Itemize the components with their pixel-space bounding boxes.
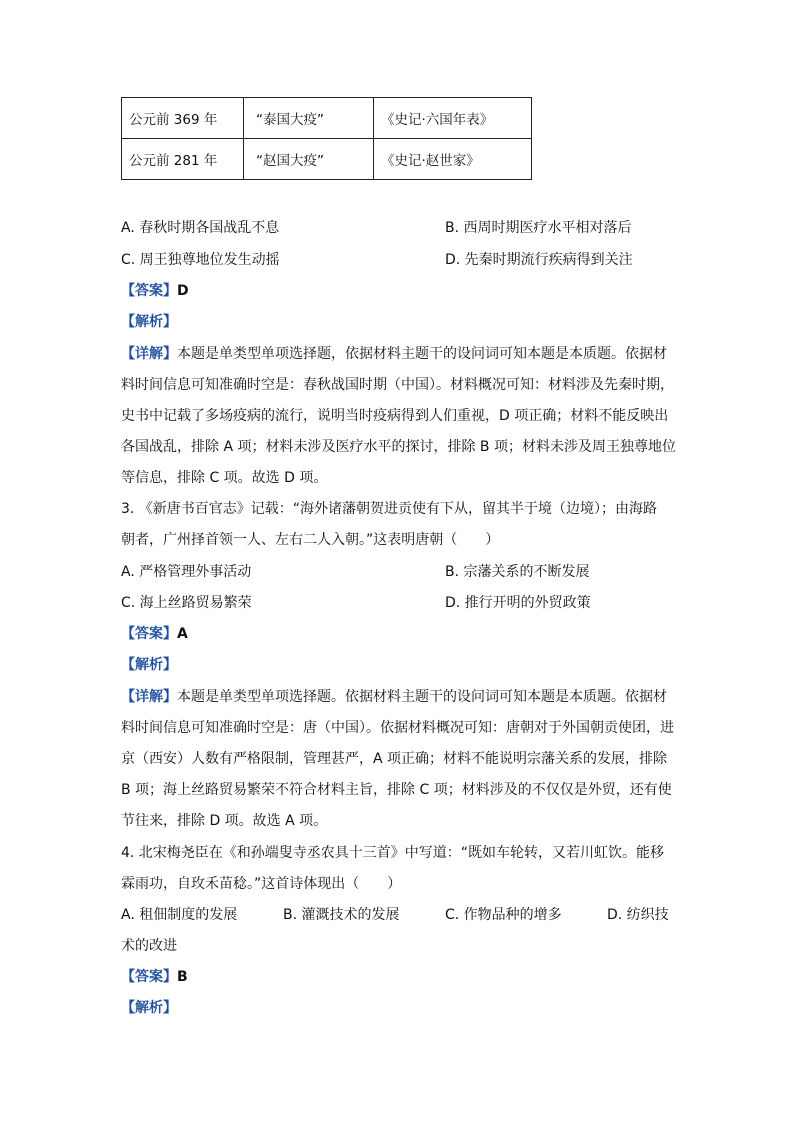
detail-text: 本题是单类型单项选择题，依据材料主题干的设问词可知本题是本质题。依据材 <box>177 346 667 362</box>
q4-option-c: C. 作物品种的增多 <box>445 907 562 923</box>
answer-tag: 【答案】 <box>121 626 177 642</box>
q2-detail-line: 史书中记载了多场疫病的流行，说明当时疫病得到人们重视，D 项正确；材料不能反映出 <box>121 408 669 424</box>
q3-option-a: A. 严格管理外事活动 <box>121 564 252 580</box>
q3-stem-line: 朝者，广州择首领一人、左右二人入朝。”这表明唐朝（ ） <box>121 532 500 548</box>
q3-detail-line <box>121 687 667 707</box>
answer-tag: 【答案】 <box>121 969 177 985</box>
q4-option-d-wrap: 术的改进 <box>121 938 177 954</box>
q4-stem-line: 霖雨功，自玫禾苗稔。”这首诗体现出（ ） <box>121 876 402 892</box>
detail-tag: 【详解】 <box>121 689 177 705</box>
q4-stem-line: 4. 北宋梅尧臣在《和孙端叟寺丞农具十三首》中写道：“既如车轮转，又若川虹饮。能移 <box>121 845 665 861</box>
q4-option-a: A. 租佃制度的发展 <box>121 907 238 923</box>
table-cell: “泰国大疫” <box>244 98 374 139</box>
answer-value: B <box>177 969 188 985</box>
q3-answer-line <box>121 624 188 644</box>
q4-answer-line <box>121 967 188 987</box>
q2-option-d: D. 先秦时期流行疾病得到关注 <box>445 252 633 268</box>
q2-option-a: A. 春秋时期各国战乱不息 <box>121 220 280 236</box>
detail-text: 本题是单类型单项选择题。依据材料主题干的设问词可知本题是本质题。依据材 <box>177 689 667 705</box>
table-cell: “赵国大疫” <box>244 139 374 180</box>
answer-tag: 【答案】 <box>121 283 177 299</box>
table-cell: 公元前 281 年 <box>122 139 244 180</box>
q3-stem-line: 3. 《新唐书百官志》记载：“海外诸藩朝贺进贡使有下从，留其半于境（边境）；由海路 <box>121 501 658 517</box>
q4-option-b: B. 灌溉技术的发展 <box>283 907 400 923</box>
q3-detail-line: 节往来，排除 D 项。故选 A 项。 <box>121 813 328 829</box>
q3-analysis-tag: 【解析】 <box>121 657 177 673</box>
q4-analysis-tag: 【解析】 <box>121 1000 177 1016</box>
q2-option-b: B. 西周时期医疗水平相对落后 <box>445 220 632 236</box>
detail-tag: 【详解】 <box>121 346 177 362</box>
q2-detail-line: 料时间信息可知准确时空是：春秋战国时期（中国）。材料概况可知：材料涉及先秦时期， <box>121 377 674 393</box>
table-row <box>122 98 532 139</box>
q3-detail-line: 料时间信息可知准确时空是：唐（中国）。依据材料概况可知：唐朝对于外国朝贡使团，进 <box>121 720 674 736</box>
q2-option-c: C. 周王独尊地位发生动摇 <box>121 252 280 268</box>
table-row <box>122 139 532 180</box>
q3-detail-line: 京（西安）人数有严格限制，管理甚严，A 项正确；材料不能说明宗藩关系的发展，排除 <box>121 751 668 767</box>
q3-option-c: C. 海上丝路贸易繁荣 <box>121 595 252 611</box>
q2-detail-line <box>121 344 667 364</box>
q2-analysis-tag: 【解析】 <box>121 314 177 330</box>
table-cell: 公元前 369 年 <box>122 98 244 139</box>
table-cell: 《史记·赵世家》 <box>374 139 532 180</box>
answer-value: A <box>177 626 188 642</box>
q3-option-d: D. 推行开明的外贸政策 <box>445 595 591 611</box>
table-cell: 《史记·六国年表》 <box>374 98 532 139</box>
q2-detail-line: 等信息，排除 C 项。故选 D 项。 <box>121 470 328 486</box>
q2-detail-line: 各国战乱，排除 A 项；材料未涉及医疗水平的探讨，排除 B 项；材料未涉及周王独尊地位 <box>121 439 676 455</box>
q2-answer-line <box>121 281 189 301</box>
answer-value: D <box>177 283 189 299</box>
source-table <box>121 97 532 180</box>
q3-detail-line: B 项；海上丝路贸易繁荣不符合材料主旨，排除 C 项；材料涉及的不仅仅是外贸，还有使 <box>121 782 672 798</box>
q4-option-d: D. 纺织技 <box>607 907 669 923</box>
q3-option-b: B. 宗藩关系的不断发展 <box>445 564 590 580</box>
